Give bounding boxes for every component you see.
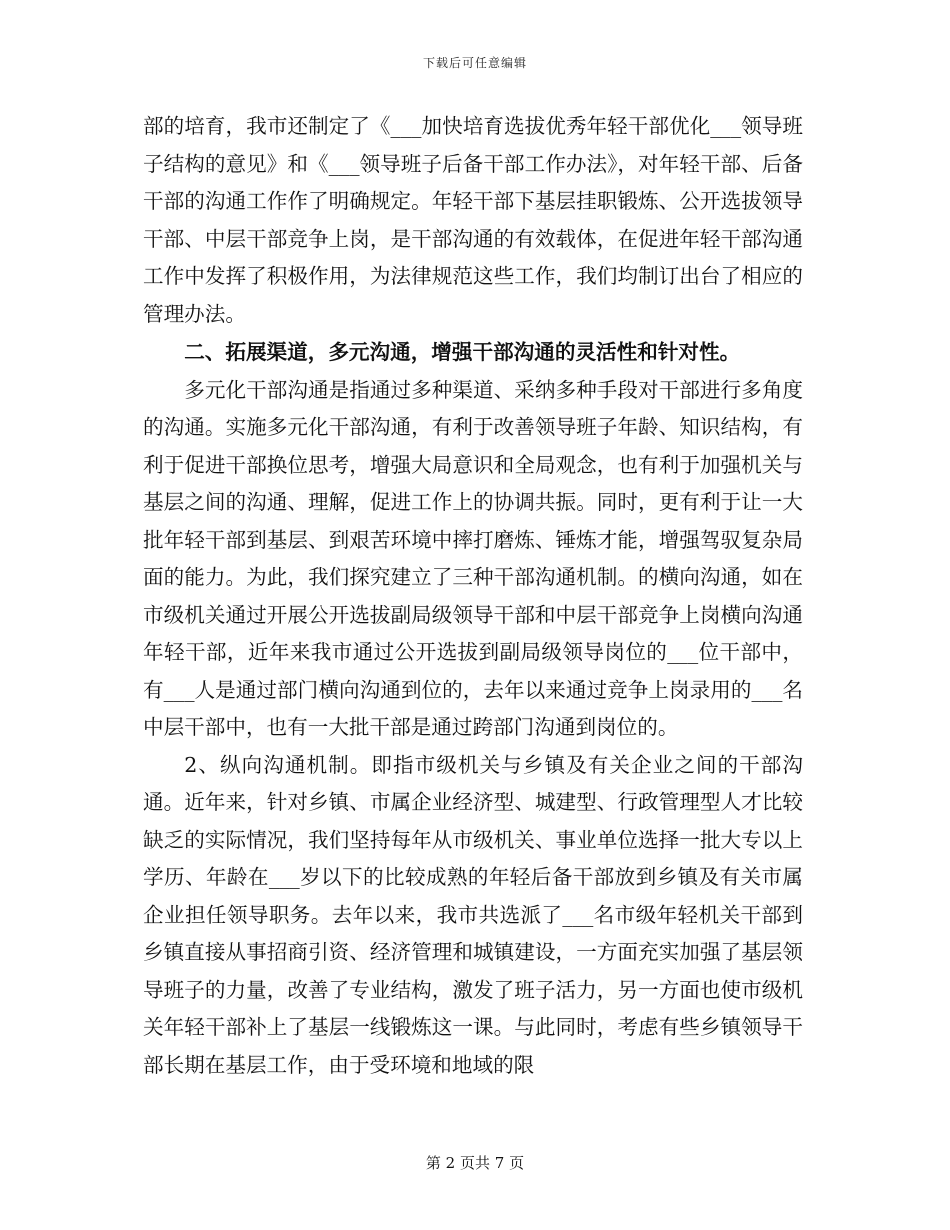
document-body [143, 108, 803, 1084]
section-heading: 二、拓展渠道，多元沟通，增强干部沟通的灵活性和针对性。 [184, 340, 741, 364]
paragraph-continuation: 部的培育，我市还制定了《___加快培育选拔优秀年轻干部优化___领导班子结构的意见》和《___领导班子后备干部工作办法》，对年轻干部、后备干部的沟通工作作了明确规定。年轻干部下基层挂职锻炼、公开选拔领导干部、中层干部竞争上岗，是干部沟通的有效载体，在促进年轻干部沟通工作中发挥了积极作用，为法律规范这些工作，我们均制订出台了相应的管理办法。 [143, 114, 803, 326]
paragraph-vertical-exchange: 2、纵向沟通机制。即指市级机关与乡镇及有关企业之间的干部沟通。近年来，针对乡镇、市属企业经济型、城建型、行政管理型人才比较缺乏的实际情况，我们坚持每年从市级机关、事业单位选择一批大专以上学历、年龄在___岁以下的比较成熟的年轻后备干部放到乡镇及有关市属企业担任领导职务。去年以来，我市共选派了___名市级年轻机关干部到乡镇直接从事招商引资、经济管理和城镇建设，一方面充实加强了基层领导班子的力量，改善了专业结构，激发了班子活力，另一方面也使市级机关年轻干部补上了基层一线锻炼这一课。与此同时，考虑有些乡镇领导干部长期在基层工作，由于受环境和地域的限 [143, 752, 803, 1077]
paragraph-diversified-exchange: 多元化干部沟通是指通过多种渠道、采纳多种手段对干部进行多角度的沟通。实施多元化干部沟通，有利于改善领导班子年龄、知识结构，有利于促进干部换位思考，增强大局意识和全局观念，也有利于加强机关与基层之间的沟通、理解，促进工作上的协调共振。同时，更有利于让一大批年轻干部到基层、到艰苦环境中摔打磨炼、锤炼才能，增强驾驭复杂局面的能力。为此，我们探究建立了三种干部沟通机制。的横向沟通，如在市级机关通过开展公开选拔副局级领导干部和中层干部竞争上岗横向沟通年轻干部，近年来我市通过公开选拔到副局级领导岗位的___位干部中，有___人是通过部门横向沟通到位的，去年以来通过竞争上岗录用的___名中层干部中，也有一大批干部是通过跨部门沟通到岗位的。 [143, 377, 803, 739]
page-number-footer: 第 2 页共 7 页 [425, 1154, 525, 1172]
page-header: 下载后可任意编辑 [422, 56, 527, 70]
